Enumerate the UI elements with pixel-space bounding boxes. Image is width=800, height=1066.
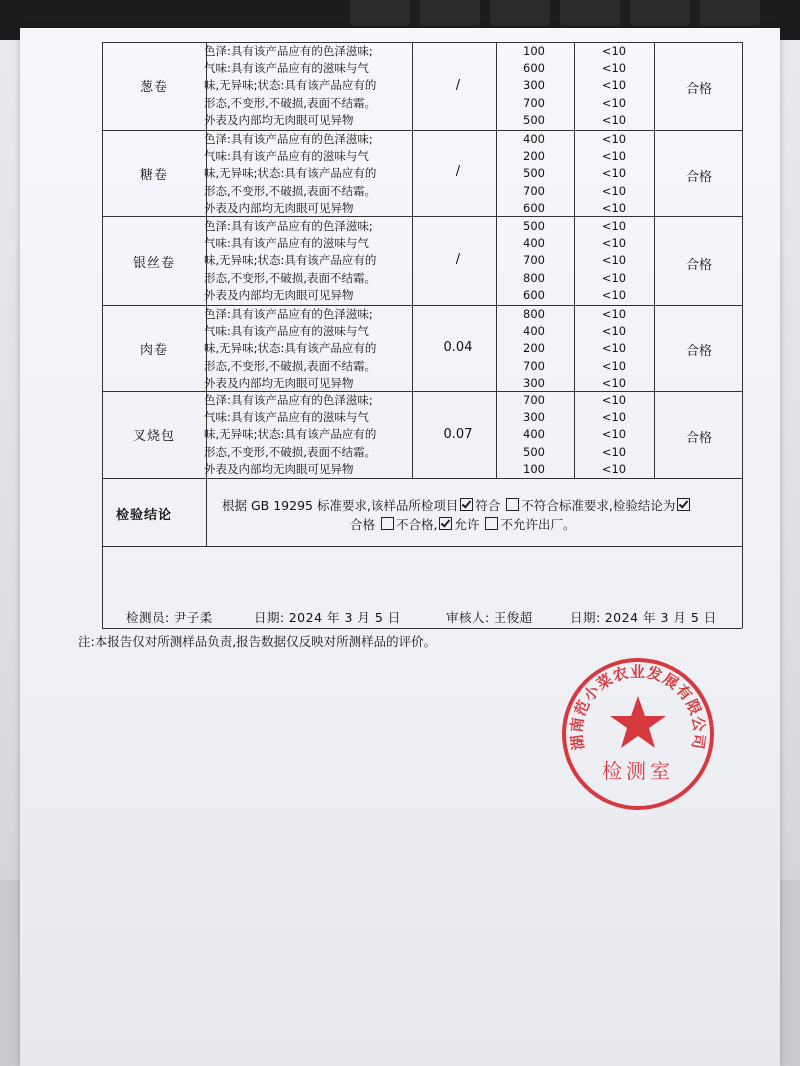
- sample-name: 肉卷: [139, 343, 168, 358]
- test-results: <10 <10 <10 <10 <10: [601, 44, 627, 127]
- test-values: 400 200 500 700 600: [523, 132, 545, 215]
- checkbox-fail: [381, 517, 394, 530]
- test-values: 100 600 300 700 500: [523, 44, 545, 127]
- svg-text:检测室: 检测室: [602, 759, 674, 783]
- sensory-requirement: 色泽:具有该产品应有的色泽滋味; 气味:具有该产品应有的滋味与气 味,无异味;状态:具有该产品应有的 形态,不变形,不破损,表面不结霜。 外表及内部均无肉眼可见异物: [204, 132, 377, 215]
- inspector-line: 检测员: 尹子柔: [126, 610, 213, 625]
- row-conclusion: 合格: [685, 431, 712, 446]
- row-conclusion: 合格: [685, 344, 712, 359]
- checkbox-allow: [439, 517, 452, 530]
- row-conclusion: 合格: [685, 258, 712, 273]
- row-conclusion: 合格: [685, 82, 712, 97]
- results-table: [82, 28, 768, 656]
- checkbox-disallow: [485, 517, 498, 530]
- sample-name: 银丝卷: [132, 256, 175, 271]
- sensory-requirement: 色泽:具有该产品应有的色泽滋味; 气味:具有该产品应有的滋味与气 味,无异味;状态:具有该产品应有的 形态,不变形,不破损,表面不结霜。 外表及内部均无肉眼可见异物: [204, 393, 377, 476]
- svg-text:湖南范小菜农业发展有限公司: 湖南范小菜农业发展有限公司: [567, 662, 709, 752]
- checkbox-nonconform: [506, 498, 519, 511]
- limit-value: /: [455, 164, 461, 179]
- test-values: 800 400 200 700 300: [523, 307, 545, 390]
- limit-value: 0.07: [443, 427, 473, 442]
- inspection-date-line: 日期: 2024 年 3 月 5 日: [254, 610, 401, 625]
- test-values: 500 400 700 800 600: [523, 219, 545, 302]
- test-results: <10 <10 <10 <10 <10: [601, 393, 627, 476]
- limit-value: 0.04: [443, 340, 473, 355]
- checkbox-verdict: [677, 498, 690, 511]
- test-results: <10 <10 <10 <10 <10: [601, 132, 627, 215]
- sample-name: 糖卷: [139, 168, 168, 183]
- verdict-label: 检验结论: [116, 508, 173, 523]
- reviewer-line: 审核人: 王俊超: [446, 610, 533, 625]
- sample-name: 葱卷: [139, 80, 168, 95]
- report-page: [20, 28, 780, 1066]
- company-seal: [558, 654, 718, 814]
- test-results: <10 <10 <10 <10 <10: [601, 219, 627, 302]
- sensory-requirement: 色泽:具有该产品应有的色泽滋味; 气味:具有该产品应有的滋味与气 味,无异味;状态:具有该产品应有的 形态,不变形,不破损,表面不结霜。 外表及内部均无肉眼可见异物: [204, 44, 377, 127]
- row-conclusion: 合格: [685, 170, 712, 185]
- sample-name: 叉烧包: [132, 429, 175, 444]
- limit-value: /: [455, 252, 461, 267]
- checkbox-conform: [460, 498, 473, 511]
- verdict-statement: 根据 GB 19295 标准要求,该样品所检项目 符合 不符合标准要求,检验结论为 合格 不合格, 允许 不允许出厂。: [222, 496, 762, 534]
- limit-value: /: [455, 78, 461, 93]
- review-date-line: 日期: 2024 年 3 月 5 日: [570, 610, 717, 625]
- test-values: 700 300 400 500 100: [523, 393, 545, 476]
- test-results: <10 <10 <10 <10 <10: [601, 307, 627, 390]
- sensory-requirement: 色泽:具有该产品应有的色泽滋味; 气味:具有该产品应有的滋味与气 味,无异味;状态:具有该产品应有的 形态,不变形,不破损,表面不结霜。 外表及内部均无肉眼可见异物: [204, 307, 377, 390]
- report-note: 注:本报告仅对所测样品负责,报告数据仅反映对所测样品的评价。: [78, 634, 437, 649]
- sensory-requirement: 色泽:具有该产品应有的色泽滋味; 气味:具有该产品应有的滋味与气 味,无异味;状态:具有该产品应有的 形态,不变形,不破损,表面不结霜。 外表及内部均无肉眼可见异物: [204, 219, 377, 302]
